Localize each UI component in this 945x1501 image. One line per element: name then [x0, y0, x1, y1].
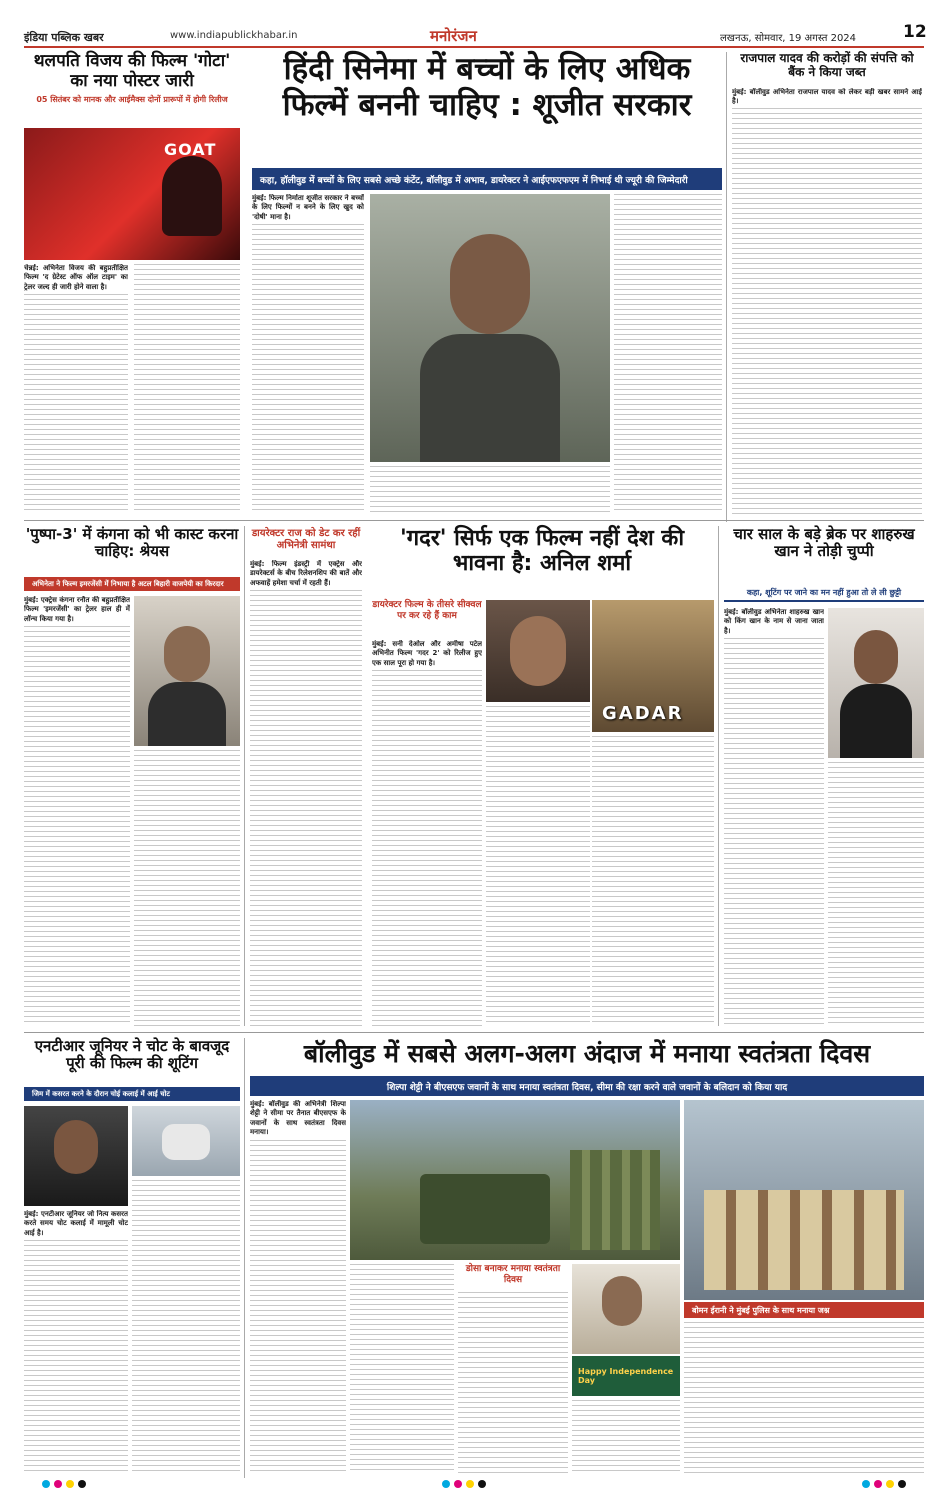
masthead: [0, 0, 945, 46]
ntr-photo: [24, 1106, 128, 1206]
portrait-body-icon: [840, 684, 912, 758]
independence-body-col2: [350, 1264, 454, 1474]
gadar-sub: डायरेक्टर फिल्म के तीसरे सीक्वल पर कर रहे हैं काम: [372, 600, 482, 621]
ntr-bar: जिम में कसरत करने के दौरान चोई कलाई में आई चोट: [24, 1087, 240, 1101]
independence-bar: शिल्पा शेट्टी ने बीएसएफ जवानों के साथ मनाया स्वतंत्रता दिवस, सीमा की रक्षा करने वाले जवानों के बलिदान को किया याद: [250, 1076, 924, 1096]
madhuri-photo: [572, 1264, 680, 1354]
independence-body-col3: [458, 1292, 568, 1474]
shoojit-photo: [370, 194, 610, 462]
portrait-head-icon: [450, 234, 530, 334]
shreyas-photo: [134, 596, 240, 746]
independence-body-col1: मुंबई: बॉलीवुड की अभिनेत्री शिल्पा शेट्टी ने सीमा पर तैनात बीएसएफ के जवानों के साथ स्वतंत्रता दिवस मनाया।: [250, 1100, 346, 1474]
gadar-body-col2: [486, 706, 590, 1026]
column-rule: [244, 1038, 245, 1478]
ntr-wrist-photo: [132, 1106, 240, 1176]
independence-body-col4: [572, 1400, 680, 1474]
soldiers-icon: [570, 1150, 660, 1250]
greeting-text: Happy Independence Day: [578, 1367, 674, 1385]
ntr-headline: एनटीआर जूनियर ने चोट के बावजूद पूरी की फिल्म की शूटिंग: [34, 1037, 230, 1073]
bsf-photo: [350, 1100, 680, 1260]
portrait-head-icon: [854, 630, 898, 684]
shreyas-bar: अभिनेता ने फिल्म इमरजेंसी में निभाया है अटल बिहारी वाजपेयी का किरदार: [24, 577, 240, 591]
gadar-body-col3: [592, 736, 714, 1026]
portrait-head-icon: [54, 1120, 98, 1174]
divider: [24, 520, 924, 521]
portrait-body-icon: [420, 334, 560, 462]
portrait-head-icon: [164, 626, 210, 682]
jeep-icon: [420, 1174, 550, 1244]
paper-url[interactable]: www.indiapublickhabar.in: [170, 30, 298, 41]
color-registration-marks: [440, 1480, 488, 1494]
boman-photo: [684, 1100, 924, 1300]
srk-bar: कहा, शूटिंग पर जाने का मन नहीं हुआ तो ले ली छुट्टी: [724, 588, 924, 602]
srk-body-col2: [828, 762, 924, 1026]
srk-photo: [828, 608, 924, 758]
shoojit-body-col1: मुंबई: फिल्म निर्माता शूजीत सरकार ने बच्चों के लिए फिल्मों न बनने के लिए खुद को 'दोषी' माना है।: [252, 194, 364, 514]
srk-body-col1: मुंबई: बॉलीवुड अभिनेता शाहरुख खान को किंग खान के नाम से जाना जाता है।: [724, 608, 824, 1026]
anil-sharma-photo: [486, 600, 590, 702]
color-registration-marks: [860, 1480, 908, 1494]
divider: [24, 1032, 924, 1033]
shreyas-body-col2: [134, 750, 240, 1026]
column-rule: [244, 526, 245, 1026]
shoojit-body-col3: [614, 194, 722, 514]
srk-headline: चार साल के बड़े ब्रेक पर शाहरुख खान ने तोड़ी चुप्पी: [733, 525, 915, 561]
column-rule: [726, 52, 727, 522]
gadar-headline: 'गदर' सिर्फ एक फिल्म नहीं देश की भावना है: अनिल शर्मा: [399, 526, 685, 577]
gadar-poster: [592, 600, 714, 732]
actor-silhouette-icon: [162, 156, 222, 236]
vijay-body-col1: चेन्नई: अभिनेता विजय की बहुप्रतीक्षित फिल्म 'द ग्रेटेस्ट ऑफ ऑल टाइम' का ट्रेलर जल्द ही जारी होने वाला है।: [24, 264, 128, 514]
gadar-poster-title: GADAR: [602, 703, 684, 724]
shoojit-bar: कहा, हॉलीवुड में बच्चों के लिए सबसे अच्छे कंटेंट, बॉलीवुड में अभाव, डायरेक्टर ने आईएफएफएम में निभाई थी ज्यूरी की जिम्मेदारी: [252, 168, 722, 190]
portrait-head-icon: [510, 616, 566, 686]
vijay-subline: 05 सितंबर को मानक और आईमैक्स दोनों प्रारूपों में होगी रिलीज: [36, 95, 228, 105]
paper-name: इंडिया पब्लिक खबर: [24, 31, 104, 44]
rajpal-headline: राजपाल यादव की करोड़ों की संपत्ति को बैंक ने किया जब्त: [740, 51, 914, 79]
issue-date: लखनऊ, सोमवार, 19 अगस्त 2024: [720, 33, 857, 44]
gadar-body-col1: मुंबई: सनी देओल और अमीषा पटेल अभिनीत फिल्म 'गदर 2' को रिलीज हुए एक साल पूरा हो गया है।: [372, 640, 482, 1026]
goat-poster: [24, 128, 240, 260]
portrait-body-icon: [148, 682, 226, 746]
rajpal-body: मुंबई: बॉलीवुड अभिनेता राजपाल यादव को लेकर बड़ी खबर सामने आई है।: [732, 88, 922, 514]
rajdk-headline: डायरेक्टर राज को डेट कर रहीं अभिनेत्री सामंथा: [251, 528, 361, 551]
boman-bar: बोमन ईरानी ने मुंबई पुलिस के साथ मनाया जश्न: [684, 1302, 924, 1318]
dosa-subheading: डोसा बनाकर मनाया स्वतंत्रता दिवस: [465, 1264, 561, 1285]
portrait-head-icon: [602, 1276, 642, 1326]
bandage-icon: [162, 1124, 210, 1160]
vijay-story: [24, 52, 240, 105]
shreyas-body-col1: मुंबई: एक्ट्रेस कंगना रनौत की बहुप्रतीक्षित फिल्म 'इमरजेंसी' का ट्रेलर हाल ही में लॉन्च किया गया है।: [24, 596, 130, 1026]
greeting-card: [572, 1356, 680, 1396]
vijay-body-col2: [134, 264, 240, 514]
group-icon: [704, 1190, 904, 1290]
rajdk-body: मुंबई: फिल्म इंडस्ट्री में एक्ट्रेस और डायरेक्टर्स के बीच रिलेशनशिप की बातें और अफवाहें हमेशा चर्चा में रहती हैं।: [250, 560, 362, 1026]
independence-headline: बॉलीवुड में सबसे अलग-अलग अंदाज में मनाया स्वतंत्रता दिवस: [303, 1039, 871, 1068]
ntr-body-col1: मुंबई: एनटीआर जूनियर जो नित्य कसरत करते समय चोट कलाई में मामूली चोट आई है।: [24, 1210, 128, 1474]
shreyas-headline: 'पुष्पा-3' में कंगना को भी कास्ट करना चाहिए: श्रेयस: [25, 525, 239, 561]
shoojit-headline: हिंदी सिनेमा में बच्चों के लिए अधिक फिल्में बननी चाहिए : शूजीत सरकार: [282, 51, 692, 123]
vijay-headline: थलपति विजय की फिल्म 'गोटा' का नया पोस्टर जारी: [33, 51, 231, 91]
page-number: 12: [903, 22, 927, 42]
ntr-body-col2: [132, 1180, 240, 1474]
goat-logo: GOAT: [164, 140, 217, 159]
color-registration-marks: [40, 1480, 88, 1494]
boman-body: [684, 1322, 924, 1474]
section-title: मनोरंजन: [430, 27, 477, 45]
shoojit-body-under-photo: [370, 466, 610, 514]
header-rule: [24, 46, 924, 48]
column-rule: [718, 526, 719, 1026]
